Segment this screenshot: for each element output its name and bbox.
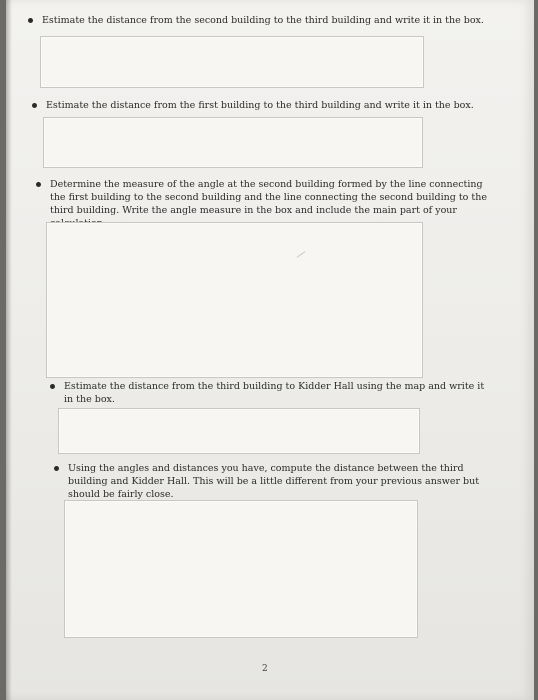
bullet-icon: [50, 384, 55, 389]
bullet-icon: [36, 182, 41, 187]
answer-box-4[interactable]: [58, 408, 420, 454]
bullet-icon: [32, 103, 37, 108]
question-5: [54, 462, 490, 501]
question-1: [28, 14, 508, 27]
question-4-text: Estimate the distance from the third building to Kidder Hall using the map and write it in the box.: [64, 381, 485, 405]
bullet-icon: [54, 466, 59, 471]
answer-box-2[interactable]: [43, 117, 423, 168]
bullet-icon: [28, 18, 33, 23]
worksheet-page: [6, 0, 534, 700]
question-1-text: Estimate the distance from the second building to the third building and write it in the box.: [42, 15, 484, 26]
page-number: 2: [262, 664, 268, 674]
answer-box-5[interactable]: [64, 500, 418, 638]
answer-box-1[interactable]: [40, 36, 424, 88]
question-3-text: Determine the measure of the angle at the second building formed by the line connecting the first building to the second building and the line connecting the second building to the third building. Write the angle measure in the box and include the main part of your: [50, 179, 487, 216]
answer-box-3[interactable]: [46, 222, 423, 378]
question-2: [32, 99, 502, 112]
question-4: [50, 380, 490, 406]
question-5-text: Using the angles and distances you have, compute the distance between the third building and Kidder Hall. This will be a little different from your previous answer but should be fairly close.: [68, 463, 480, 500]
question-2-text: Estimate the distance from the first building to the third building and write it in the box.: [46, 100, 474, 111]
